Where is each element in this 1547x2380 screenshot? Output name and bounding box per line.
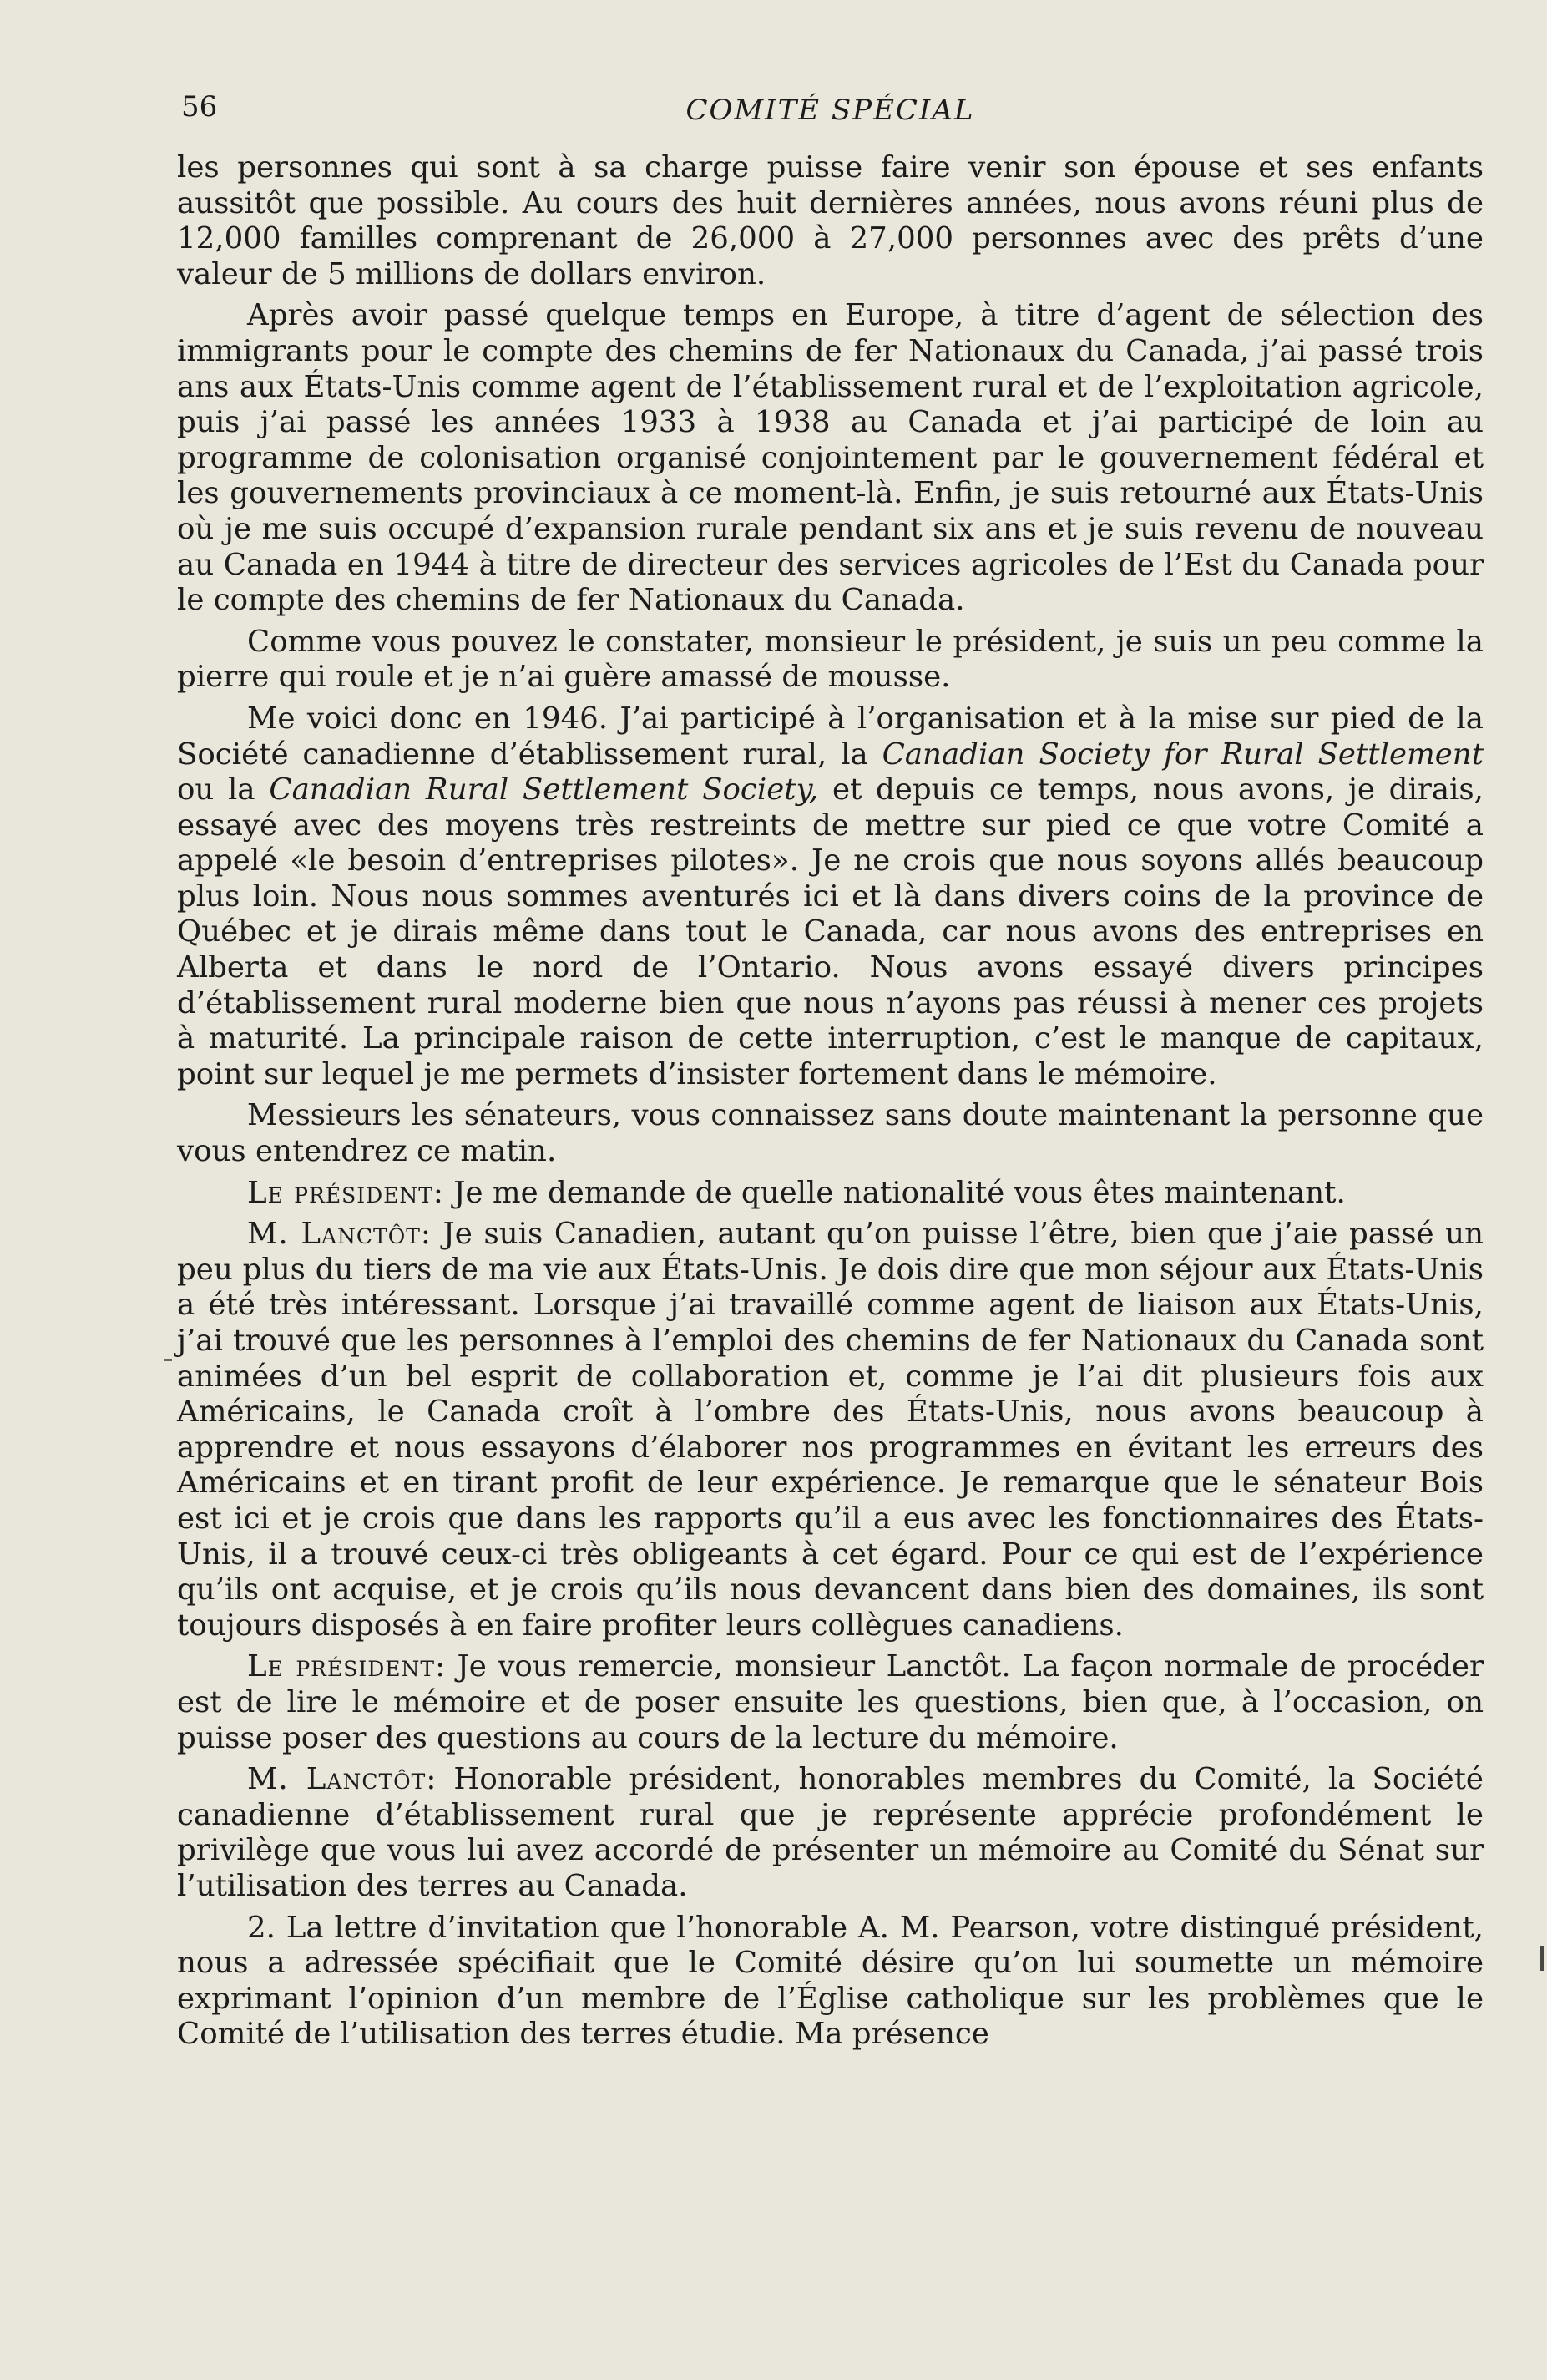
speaker-label: M. Lanctôt: xyxy=(247,1217,432,1252)
margin-mark xyxy=(164,1359,172,1361)
paragraph-1: les personnes qui sont à sa charge puisse faire venir son épouse et ses enfants aussitôt que possible. Au cours des huit dernières années, nous avons réuni plus de 12,000 familles comprenant de 26,000 à 27,000 personnes avec des prêts d’une valeur de 5 millions de dollars environ. xyxy=(177,150,1484,291)
speech-text: Je vous remercie, monsieur Lanctôt. La façon normale de procéder est de lire le mémoire et de poser ensuite les questions, bien que, à l’occasion, on puisse poser des questions au cours de la lecture du mémoire. xyxy=(177,1649,1484,1755)
paragraph-4-text-e: et depuis ce temps, nous avons, je dirais, essayé avec des moyens très restreints de mettre sur pied ce que votre Comité a appelé «le besoin d’entreprises pilotes». Je ne crois que nous soyons allés beaucoup plus loin. Nous nous sommes aventurés ici et là dans divers coins de la province de Québec et je dirais même dans tout le Canada, car nous avons des entreprises en Alberta et dans le nord de l’Ontario. Nous avons essayé divers principes d’établissement rural moderne bien que nous n’ayons pas réussi à mener ces projets à maturité. La principale raison de cette interruption, c’est le manque de capitaux, point sur lequel je me permets d’insister fortement dans le mémoire. xyxy=(177,772,1484,1091)
speaker-label: Le président: xyxy=(247,1175,444,1210)
paragraph-4-text-a: Me voici donc en 1946. J’ai participé à l’organisation et à la mise sur pied de la Société canadienne d’établissement rural, la xyxy=(177,701,1484,772)
english-society-name: Canadian Society for Rural Settlement xyxy=(882,737,1484,772)
speech-text: Je me demande de quelle nationalité vous êtes maintenant. xyxy=(443,1175,1346,1210)
paragraph-9 xyxy=(177,1762,1484,1904)
speech-text: Je suis Canadien, autant qu’on puisse l’être, bien que j’aie passé un peu plus du tiers de ma vie aux États-Unis. Je dois dire que mon séjour aux États-Unis a été très intéressant. Lorsque j’ai travaillé comme agent de liaison aux États-Unis, j’ai trouvé que les personnes à l’emploi des chemins de fer Nationaux du Canada sont animées d’un bel esprit de collaboration et, comme je l’ai dit plusieurs fois aux Américains, le Canada croît à l’ombre des États-Unis, nous avons beaucoup à apprendre et nous essayons d’élaborer nos programmes en évitant les erreurs des Américains et en tirant profit de leur expérience. Je remarque que le sénateur Bois est ici et je crois que dans les rapports qu’il a eus avec les fonctionnaires des États-Unis, il a trouvé ceux-ci très obligeants à cet égard. Pour ce qui est de l’expérience qu’ils ont acquise, et je crois qu’ils nous devancent dans bien des domaines, ils sont toujours disposés à en faire profiter leurs collègues canadiens. xyxy=(177,1217,1484,1643)
speech-text: Honorable président, honorables membres du Comité, la Société canadienne d’établissement rural que je représente apprécie profondément le privilège que vous lui avez accordé de présenter un mémoire au Comité du Sénat sur l’utilisation des terres au Canada. xyxy=(177,1762,1484,1903)
page-number: 56 xyxy=(181,90,218,124)
english-society-name-alt: Canadian Rural Settlement Society, xyxy=(269,772,819,808)
paragraph-5: Messieurs les sénateurs, vous connaissez sans doute maintenant la personne que vous entendrez ce matin. xyxy=(177,1098,1484,1169)
body-text xyxy=(177,150,1484,2053)
paragraph-10: 2. La lettre d’invitation que l’honorable A. M. Pearson, votre distingué président, nous a adressée spécifiait que le Comité désire qu’on lui soumette un mémoire exprimant l’opinion d’un membre de l’Église catholique sur les problèmes que le Comité de l’utilisation des terres étudie. Ma présence xyxy=(177,1910,1484,2052)
paragraph-8 xyxy=(177,1649,1484,1756)
edge-mark xyxy=(1540,1946,1544,1971)
paragraph-3: Comme vous pouvez le constater, monsieur le président, je suis un peu comme la pierre qui roule et je n’ai guère amassé de mousse. xyxy=(177,624,1484,695)
page-header xyxy=(177,84,1484,150)
paragraph-4 xyxy=(177,701,1484,1093)
speaker-label: M. Lanctôt: xyxy=(247,1762,437,1797)
paragraph-6 xyxy=(177,1176,1484,1212)
paragraph-4-text-c: ou la xyxy=(177,772,270,808)
speaker-label: Le président: xyxy=(247,1649,447,1684)
running-title: COMITÉ SPÉCIAL xyxy=(685,94,975,127)
paragraph-7 xyxy=(177,1217,1484,1643)
paragraph-2: Après avoir passé quelque temps en Europe, à titre d’agent de sélection des immigrants pour le compte des chemins de fer Nationaux du Canada, j’ai passé trois ans aux États-Unis comme agent de l’établissement rural et de l’exploitation agricole, puis j’ai passé les années 1933 à 1938 au Canada et j’ai participé de loin au programme de colonisation organisé conjointement par le gouvernement fédéral et les gouvernements provinciaux à ce moment-là. Enfin, je suis retourné aux États-Unis où je me suis occupé d’expansion rurale pendant six ans et je suis revenu de nouveau au Canada en 1944 à titre de directeur des services agricoles de l’Est du Canada pour le compte des chemins de fer Nationaux du Canada. xyxy=(177,298,1484,618)
